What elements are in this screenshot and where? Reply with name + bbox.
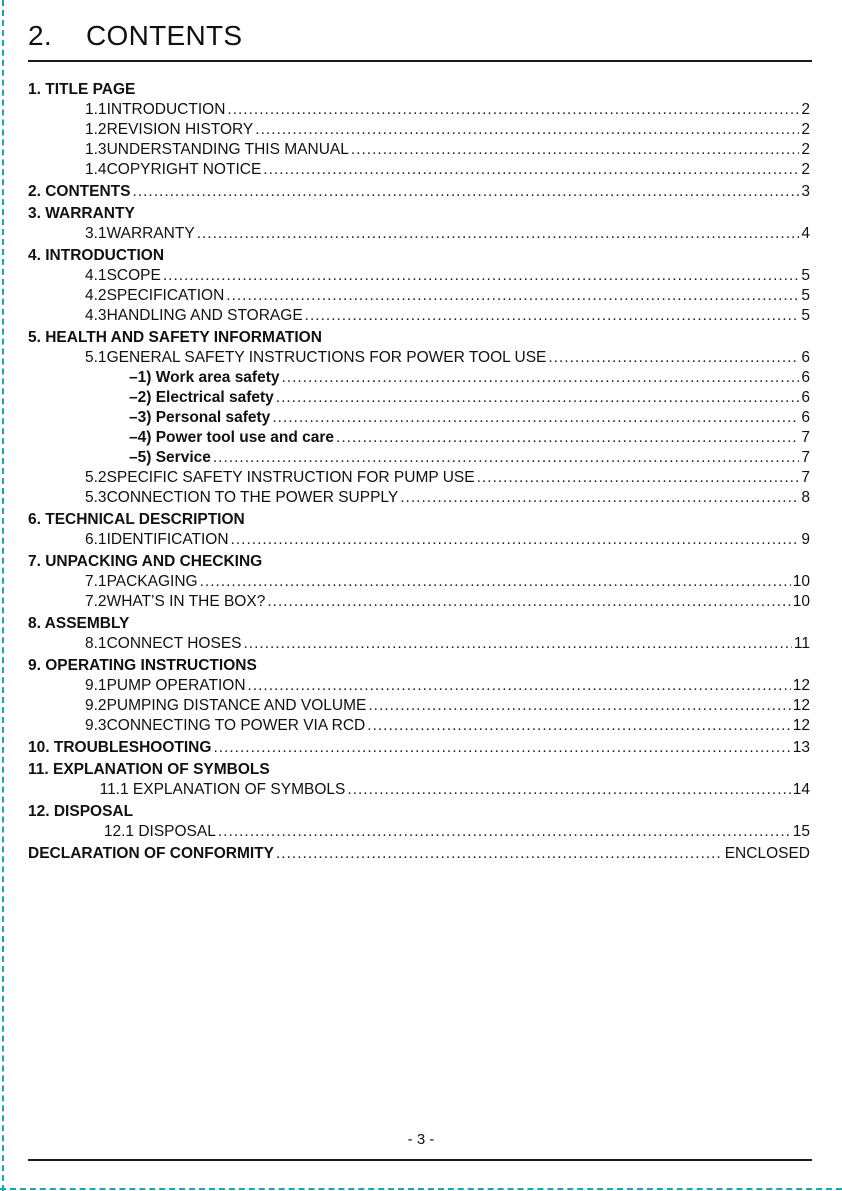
toc-number: 1.1 (85, 101, 107, 118)
toc-subsection[interactable] (28, 100, 810, 120)
toc-page-number: 5 (801, 267, 810, 284)
footer-page-number: - 3 - (407, 1131, 435, 1148)
toc-dash: – (129, 409, 138, 426)
toc-number: 6.1 (85, 531, 107, 548)
toc-label: WHAT’S IN THE BOX? (106, 593, 266, 610)
toc-dot-leader (226, 286, 799, 306)
toc-page-number: 3 (801, 183, 810, 200)
toc-subsection[interactable] (28, 572, 810, 592)
toc-subsection[interactable] (28, 120, 810, 140)
toc-dot-leader (276, 844, 723, 864)
toc-label: UNDERSTANDING THIS MANUAL (106, 141, 349, 158)
toc-page-number: 6 (801, 369, 810, 386)
toc-label: SPECIFIC SAFETY INSTRUCTION FOR PUMP USE (106, 469, 475, 486)
toc-label: 4) Power tool use and care (137, 429, 335, 446)
toc-label: DECLARATION OF CONFORMITY (28, 845, 274, 862)
toc-page-number: 13 (792, 739, 810, 756)
toc-page-number: 10 (792, 593, 810, 610)
toc-label: SCOPE (106, 267, 161, 284)
toc-dot-leader (548, 348, 799, 368)
toc-subsection[interactable] (28, 140, 810, 160)
toc-label: 11.1 EXPLANATION OF SYMBOLS (99, 781, 346, 798)
toc-dot-leader (132, 182, 799, 202)
toc-label: INTRODUCTION (106, 101, 226, 118)
toc-label: GENERAL SAFETY INSTRUCTIONS FOR POWER TOOL USE (106, 349, 547, 366)
toc-declaration[interactable] (28, 844, 810, 864)
toc-label: 9. OPERATING INSTRUCTIONS (28, 657, 257, 674)
toc-dot-leader (218, 822, 791, 842)
toc-section[interactable] (28, 246, 810, 266)
toc-page-number: 12 (792, 717, 810, 734)
toc-dot-leader (276, 388, 800, 408)
toc-dot-leader (200, 572, 791, 592)
toc-label: 12. DISPOSAL (28, 803, 134, 820)
toc-page-number: 2 (801, 101, 810, 118)
toc-dot-leader (336, 428, 799, 448)
toc-label: CONNECTION TO THE POWER SUPPLY (106, 489, 399, 506)
toc-section[interactable] (28, 80, 810, 100)
toc-number: 1.4 (85, 161, 107, 178)
toc-page-number: 5 (801, 287, 810, 304)
toc-page-number: 14 (792, 781, 810, 798)
toc-subsection[interactable] (28, 634, 810, 654)
toc-dot-leader (272, 408, 799, 428)
toc-page-number: ENCLOSED (724, 845, 810, 862)
page-title (28, 20, 242, 52)
toc-number: 5.1 (85, 349, 107, 366)
toc-page-number: 11 (793, 635, 810, 652)
toc-page-number: 8 (801, 489, 810, 506)
toc-dot-leader (351, 140, 800, 160)
toc-page-number: 2 (801, 121, 810, 138)
toc-subsection[interactable] (28, 488, 810, 508)
toc-number: 1.2 (85, 121, 107, 138)
toc-label: COPYRIGHT NOTICE (106, 161, 262, 178)
toc-label: 11. EXPLANATION OF SYMBOLS (28, 761, 270, 778)
toc-subsection[interactable] (28, 696, 810, 716)
toc-dash: – (129, 429, 138, 446)
toc-dot-leader (255, 120, 799, 140)
toc-item[interactable] (28, 408, 810, 428)
toc-dot-leader (347, 780, 790, 800)
toc-dot-leader (367, 716, 791, 736)
toc-dot-leader (305, 306, 800, 326)
page-title-text: CONTENTS (86, 20, 243, 51)
toc-page-number: 10 (792, 573, 810, 590)
toc-page-number: 15 (792, 823, 810, 840)
toc-dash: – (129, 389, 138, 406)
toc-item[interactable] (28, 368, 810, 388)
toc-dot-leader (227, 100, 799, 120)
page-edge-bottom (0, 1188, 842, 1190)
toc-number: 9.1 (85, 677, 107, 694)
toc-label: WARRANTY (106, 225, 195, 242)
toc-label: SPECIFICATION (106, 287, 225, 304)
toc-section[interactable] (28, 738, 810, 758)
toc-page-number: 7 (801, 429, 810, 446)
toc-subsection[interactable] (28, 530, 810, 550)
toc-dot-leader (400, 488, 799, 508)
toc-subsection[interactable] (28, 266, 810, 286)
toc-dot-leader (248, 676, 791, 696)
toc-number: 9.3 (85, 717, 107, 734)
toc-page-number: 6 (801, 349, 810, 366)
toc-label: 2) Electrical safety (137, 389, 274, 406)
toc-subsection[interactable] (28, 348, 810, 368)
toc-label: 6. TECHNICAL DESCRIPTION (28, 511, 245, 528)
toc-label: HANDLING AND STORAGE (106, 307, 303, 324)
toc-item[interactable] (28, 388, 810, 408)
toc-page-number: 2 (801, 161, 810, 178)
toc-number: 1.3 (85, 141, 107, 158)
toc-subsection[interactable] (28, 224, 810, 244)
toc-page-number: 9 (801, 531, 810, 548)
toc-dot-leader (368, 696, 790, 716)
toc-dot-leader (163, 266, 800, 286)
toc-subsection[interactable] (28, 468, 810, 488)
toc-section[interactable] (28, 510, 810, 530)
toc-page-number: 12 (792, 677, 810, 694)
toc-label: 1. TITLE PAGE (28, 81, 136, 98)
toc-number: 4.3 (85, 307, 107, 324)
toc-subsection[interactable] (28, 822, 810, 842)
toc-subsection[interactable] (28, 160, 810, 180)
toc-subsection[interactable] (28, 286, 810, 306)
toc-number: 4.1 (85, 267, 107, 284)
toc-label: 7. UNPACKING AND CHECKING (28, 553, 263, 570)
toc-dash: – (129, 369, 138, 386)
toc-label: CONNECTING TO POWER VIA RCD (106, 717, 366, 734)
toc-label: 10. TROUBLESHOOTING (28, 739, 212, 756)
toc-section[interactable] (28, 552, 810, 572)
toc-dot-leader (197, 224, 800, 244)
toc-number: 3.1 (85, 225, 107, 242)
toc-dot-leader (267, 592, 790, 612)
toc-number: 9.2 (85, 697, 107, 714)
toc-dot-leader (244, 634, 792, 654)
toc-dot-leader (282, 368, 800, 388)
toc-page-number: 5 (801, 307, 810, 324)
toc-label: 1) Work area safety (137, 369, 280, 386)
top-divider (28, 60, 812, 62)
toc-label: PACKAGING (106, 573, 198, 590)
toc-page-number: 7 (801, 449, 810, 466)
toc-section[interactable] (28, 182, 810, 202)
toc-item[interactable] (28, 448, 810, 468)
toc-dot-leader (263, 160, 799, 180)
toc-number: 5.3 (85, 489, 107, 506)
toc-item[interactable] (28, 428, 810, 448)
toc-number: 7.1 (85, 573, 107, 590)
bottom-divider (28, 1159, 812, 1161)
toc-dot-leader (477, 468, 800, 488)
toc-label: 3. WARRANTY (28, 205, 135, 222)
toc-section[interactable] (28, 614, 810, 634)
toc-label: 5) Service (137, 449, 211, 466)
toc-section[interactable] (28, 760, 810, 780)
toc-subsection[interactable] (28, 676, 810, 696)
toc-dash: – (129, 449, 138, 466)
toc-number: 5.2 (85, 469, 107, 486)
toc-subsection[interactable] (28, 716, 810, 736)
table-of-contents (28, 78, 810, 864)
toc-label: 4. INTRODUCTION (28, 247, 165, 264)
page-title-number: 2. (28, 20, 52, 51)
toc-label: PUMPING DISTANCE AND VOLUME (106, 697, 367, 714)
toc-section[interactable] (28, 802, 810, 822)
toc-label: IDENTIFICATION (106, 531, 229, 548)
toc-label: CONNECT HOSES (106, 635, 242, 652)
toc-number: 4.2 (85, 287, 107, 304)
toc-page-number: 4 (801, 225, 810, 242)
toc-label: REVISION HISTORY (106, 121, 254, 138)
toc-page-number: 12 (792, 697, 810, 714)
toc-subsection[interactable] (28, 592, 810, 612)
toc-label: 3) Personal safety (137, 409, 271, 426)
toc-number: 8.1 (85, 635, 107, 652)
toc-label: PUMP OPERATION (106, 677, 246, 694)
toc-subsection[interactable] (28, 306, 810, 326)
toc-page-number: 2 (801, 141, 810, 158)
toc-label: 8. ASSEMBLY (28, 615, 130, 632)
toc-page-number: 7 (801, 469, 810, 486)
toc-dot-leader (231, 530, 800, 550)
toc-label: 5. HEALTH AND SAFETY INFORMATION (28, 329, 322, 346)
toc-label: 12.1 DISPOSAL (103, 823, 216, 840)
page-edge-left (2, 0, 4, 1191)
toc-number: 7.2 (85, 593, 107, 610)
toc-label: 2. CONTENTS (28, 183, 131, 200)
toc-dot-leader (213, 448, 800, 468)
toc-dot-leader (213, 738, 790, 758)
toc-subsection[interactable] (28, 780, 810, 800)
toc-section[interactable] (28, 204, 810, 224)
toc-page-number: 6 (801, 389, 810, 406)
toc-section[interactable] (28, 328, 810, 348)
toc-page-number: 6 (801, 409, 810, 426)
toc-section[interactable] (28, 656, 810, 676)
